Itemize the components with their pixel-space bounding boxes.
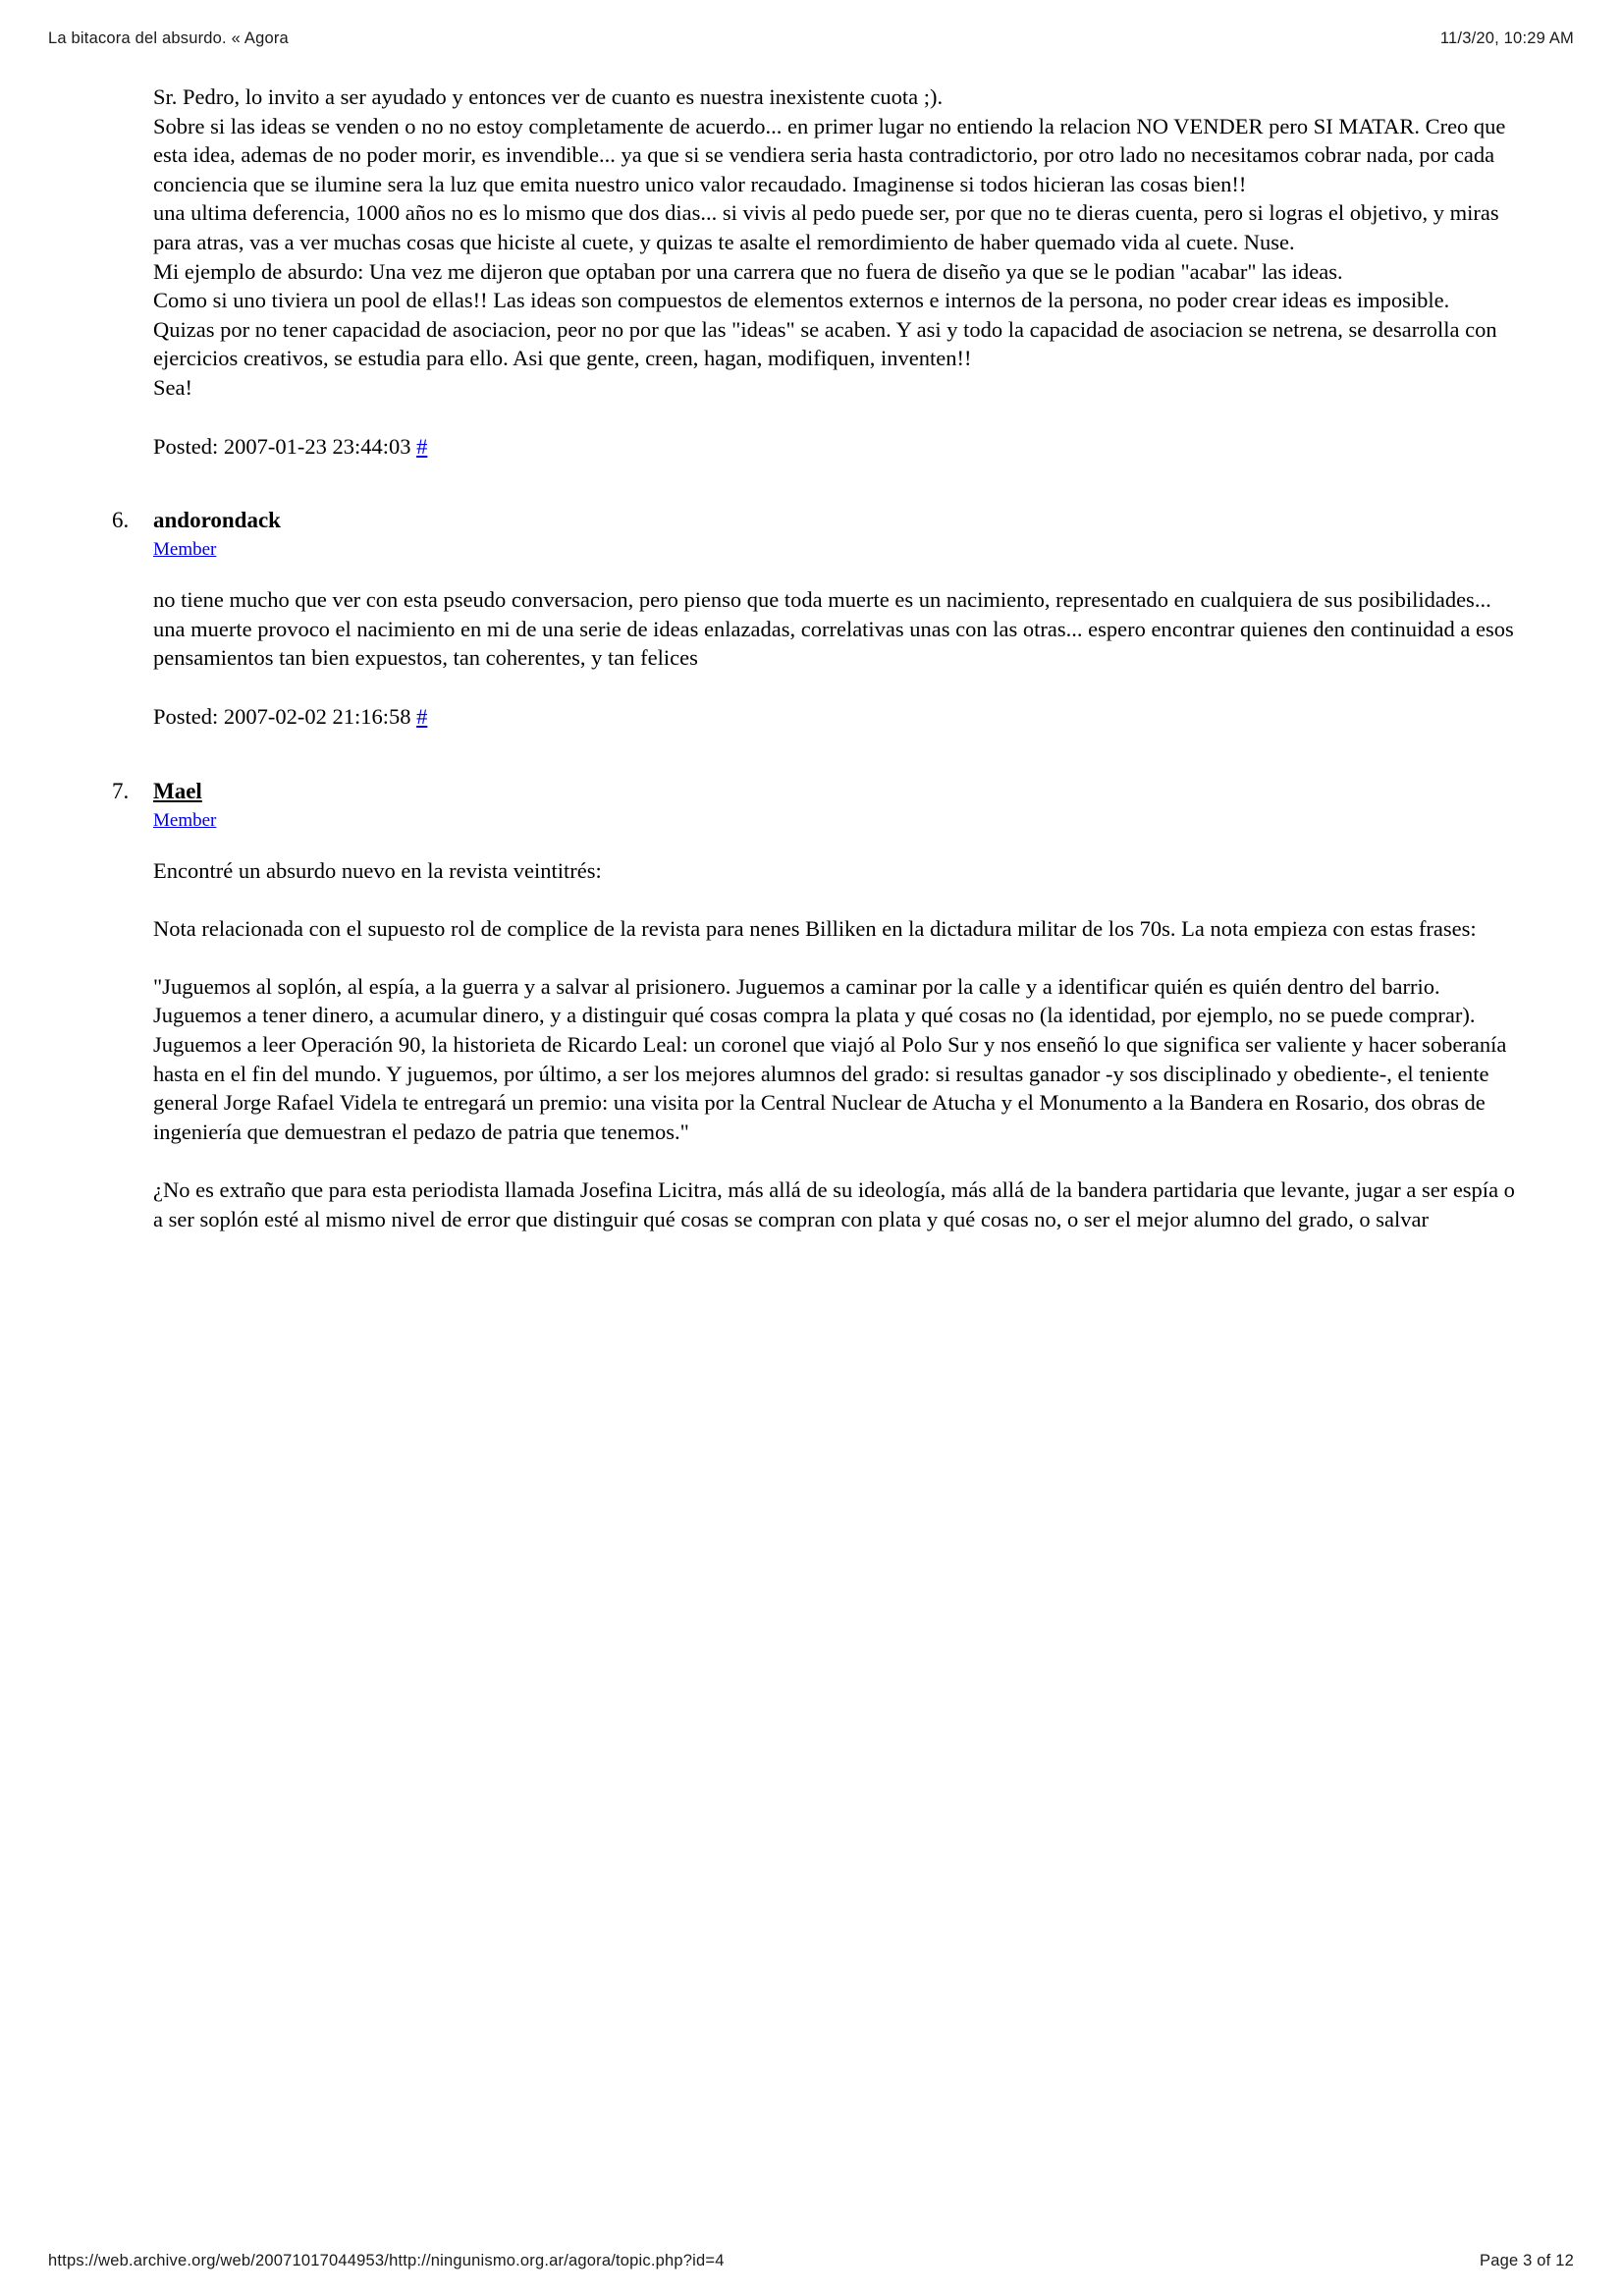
footer-url: https://web.archive.org/web/20071017044953/http://ningunismo.org.ar/agora/topic.php?id=4 xyxy=(48,2252,725,2269)
print-header xyxy=(48,29,1574,48)
post-header xyxy=(112,506,1516,535)
post-line: Encontré un absurdo nuevo en la revista veintitrés: xyxy=(153,857,602,883)
forum-post xyxy=(112,777,1516,1234)
member-role-link[interactable]: Member xyxy=(153,809,217,831)
post-number: 7. xyxy=(112,778,130,803)
post-number: 6. xyxy=(112,508,130,533)
post-line: Mi ejemplo de absurdo: Una vez me dijeron que optaban por una carrera que no fuera de diseño ya que se le podian "acabar" las ideas. xyxy=(153,258,1343,284)
post-paragraph xyxy=(153,914,1516,944)
forum-post xyxy=(112,506,1516,731)
posted-timestamp: Posted: 2007-01-23 23:44:03 xyxy=(153,433,417,459)
post-paragraph xyxy=(153,1175,1516,1233)
post-paragraph xyxy=(153,585,1516,673)
posted-line xyxy=(153,702,1516,732)
print-datetime: 11/3/20, 10:29 AM xyxy=(1439,29,1574,47)
post-line: ¿No es extraño que para esta periodista llamada Josefina Licitra, más allá de su ideología, más allá de la bandera partidaria que levante, jugar a ser espía o a ser soplón esté al mismo nivel de error que distinguir qué cosas se compran con plata y qué cosas no, o ser el mejor alumno del grado, o salvar xyxy=(153,1177,1515,1231)
post-line: no tiene mucho que ver con esta pseudo conversacion, pero pienso que toda muerte es un nacimiento, representado en cualquiera de sus posibilidades... xyxy=(153,587,1491,613)
post-line: Nota relacionada con el supuesto rol de complice de la revista para nenes Billiken en la dictadura militar de los 70s. La nota empieza con estas frases: xyxy=(153,915,1477,941)
post-line: Sobre si las ideas se venden o no no estoy completamente de acuerdo... en primer lugar no entiendo la relacion NO VENDER pero SI MATAR. Creo que esta idea, ademas de no poder morir, es invendible... ya que si se vendiera seria hasta contradictorio, por otro lado no necesitamos cobrar nada, por cada conciencia que se ilumine sera la luz que emita nuestro unico valor recaudado. Imaginense si todos hicieran las cosas bien!! xyxy=(153,113,1506,196)
post-line: una muerte provoco el nacimiento en mi de una serie de ideas enlazadas, correlativas unas con las otras... espero encontrar quienes den continuidad a esos pensamientos tan bien expuestos, tan coherentes, y tan felices xyxy=(153,616,1514,671)
post-body xyxy=(153,856,1516,1234)
member-role-link[interactable]: Member xyxy=(153,539,217,561)
post-author: andorondack xyxy=(153,508,281,533)
post-line: Sea! xyxy=(153,374,192,400)
post-body xyxy=(153,82,1516,403)
post-body xyxy=(153,585,1516,673)
thread-posts xyxy=(112,82,1516,1233)
post-permalink[interactable]: # xyxy=(416,703,428,729)
post-paragraph xyxy=(153,972,1516,1147)
page-title: La bitacora del absurdo. « Agora xyxy=(48,29,289,47)
post-line: Sr. Pedro, lo invito a ser ayudado y entonces ver de cuanto es nuestra inexistente cuota ;). xyxy=(153,84,944,109)
posted-timestamp: Posted: 2007-02-02 21:16:58 xyxy=(153,703,417,729)
post-role-line xyxy=(153,808,1516,833)
post-header xyxy=(112,777,1516,806)
post-role-line xyxy=(153,537,1516,562)
post-author-link[interactable]: Mael xyxy=(153,778,202,803)
print-footer xyxy=(48,2252,1574,2270)
post-line: una ultima deferencia, 1000 años no es lo mismo que dos dias... si vivis al pedo puede ser, por que no te dieras cuenta, pero si logras el objetivo, y miras para atras, vas a ver muchas cosas que hiciste al cuete, y quizas te asalte el remordimiento de haber quemado vida al cuete. Nuse. xyxy=(153,200,1499,254)
post-paragraph xyxy=(153,856,1516,886)
forum-post xyxy=(153,82,1516,461)
post-paragraph xyxy=(153,82,1516,403)
post-permalink[interactable]: # xyxy=(416,433,428,459)
post-line: Como si uno tiviera un pool de ellas!! Las ideas son compuestos de elementos externos e internos de la persona, no poder crear ideas es imposible. Quizas por no tener capacidad de asociacion, peor no por que las "ideas" se acaben. Y asi y todo la capacidad de asociacion se netrena, se desarrolla con ejercicios creativos, se estudia para ello. Asi que gente, creen, hagan, modifiquen, inventen!! xyxy=(153,288,1497,371)
posted-line xyxy=(153,432,1516,462)
post-line: "Juguemos al soplón, al espía, a la guerra y a salvar al prisionero. Juguemos a caminar por la calle y a identificar quién es quién dentro del barrio. Juguemos a tener dinero, a acumular dinero, y a distinguir qué cosas compra la plata y qué cosas no (la identidad, por ejemplo, no se puede comprar). Juguemos a leer Operación 90, la historieta de Ricardo Leal: un coronel que viajó al Polo Sur y nos enseñó lo que significa ser valiente y hacer soberanía hasta en el fin del mundo. Y juguemos, por último, a ser los mejores alumnos del grado: si resultas ganador -y sos disciplinado y obediente-, el teniente general Jorge Rafael Videla te entregará un premio: una visita por la Central Nuclear de Atucha y el Monumento a la Bandera en Rosario, dos obras de ingeniería que demuestran el pedazo de patria que tenemos." xyxy=(153,973,1507,1144)
footer-page-indicator: Page 3 of 12 xyxy=(1480,2252,1574,2269)
